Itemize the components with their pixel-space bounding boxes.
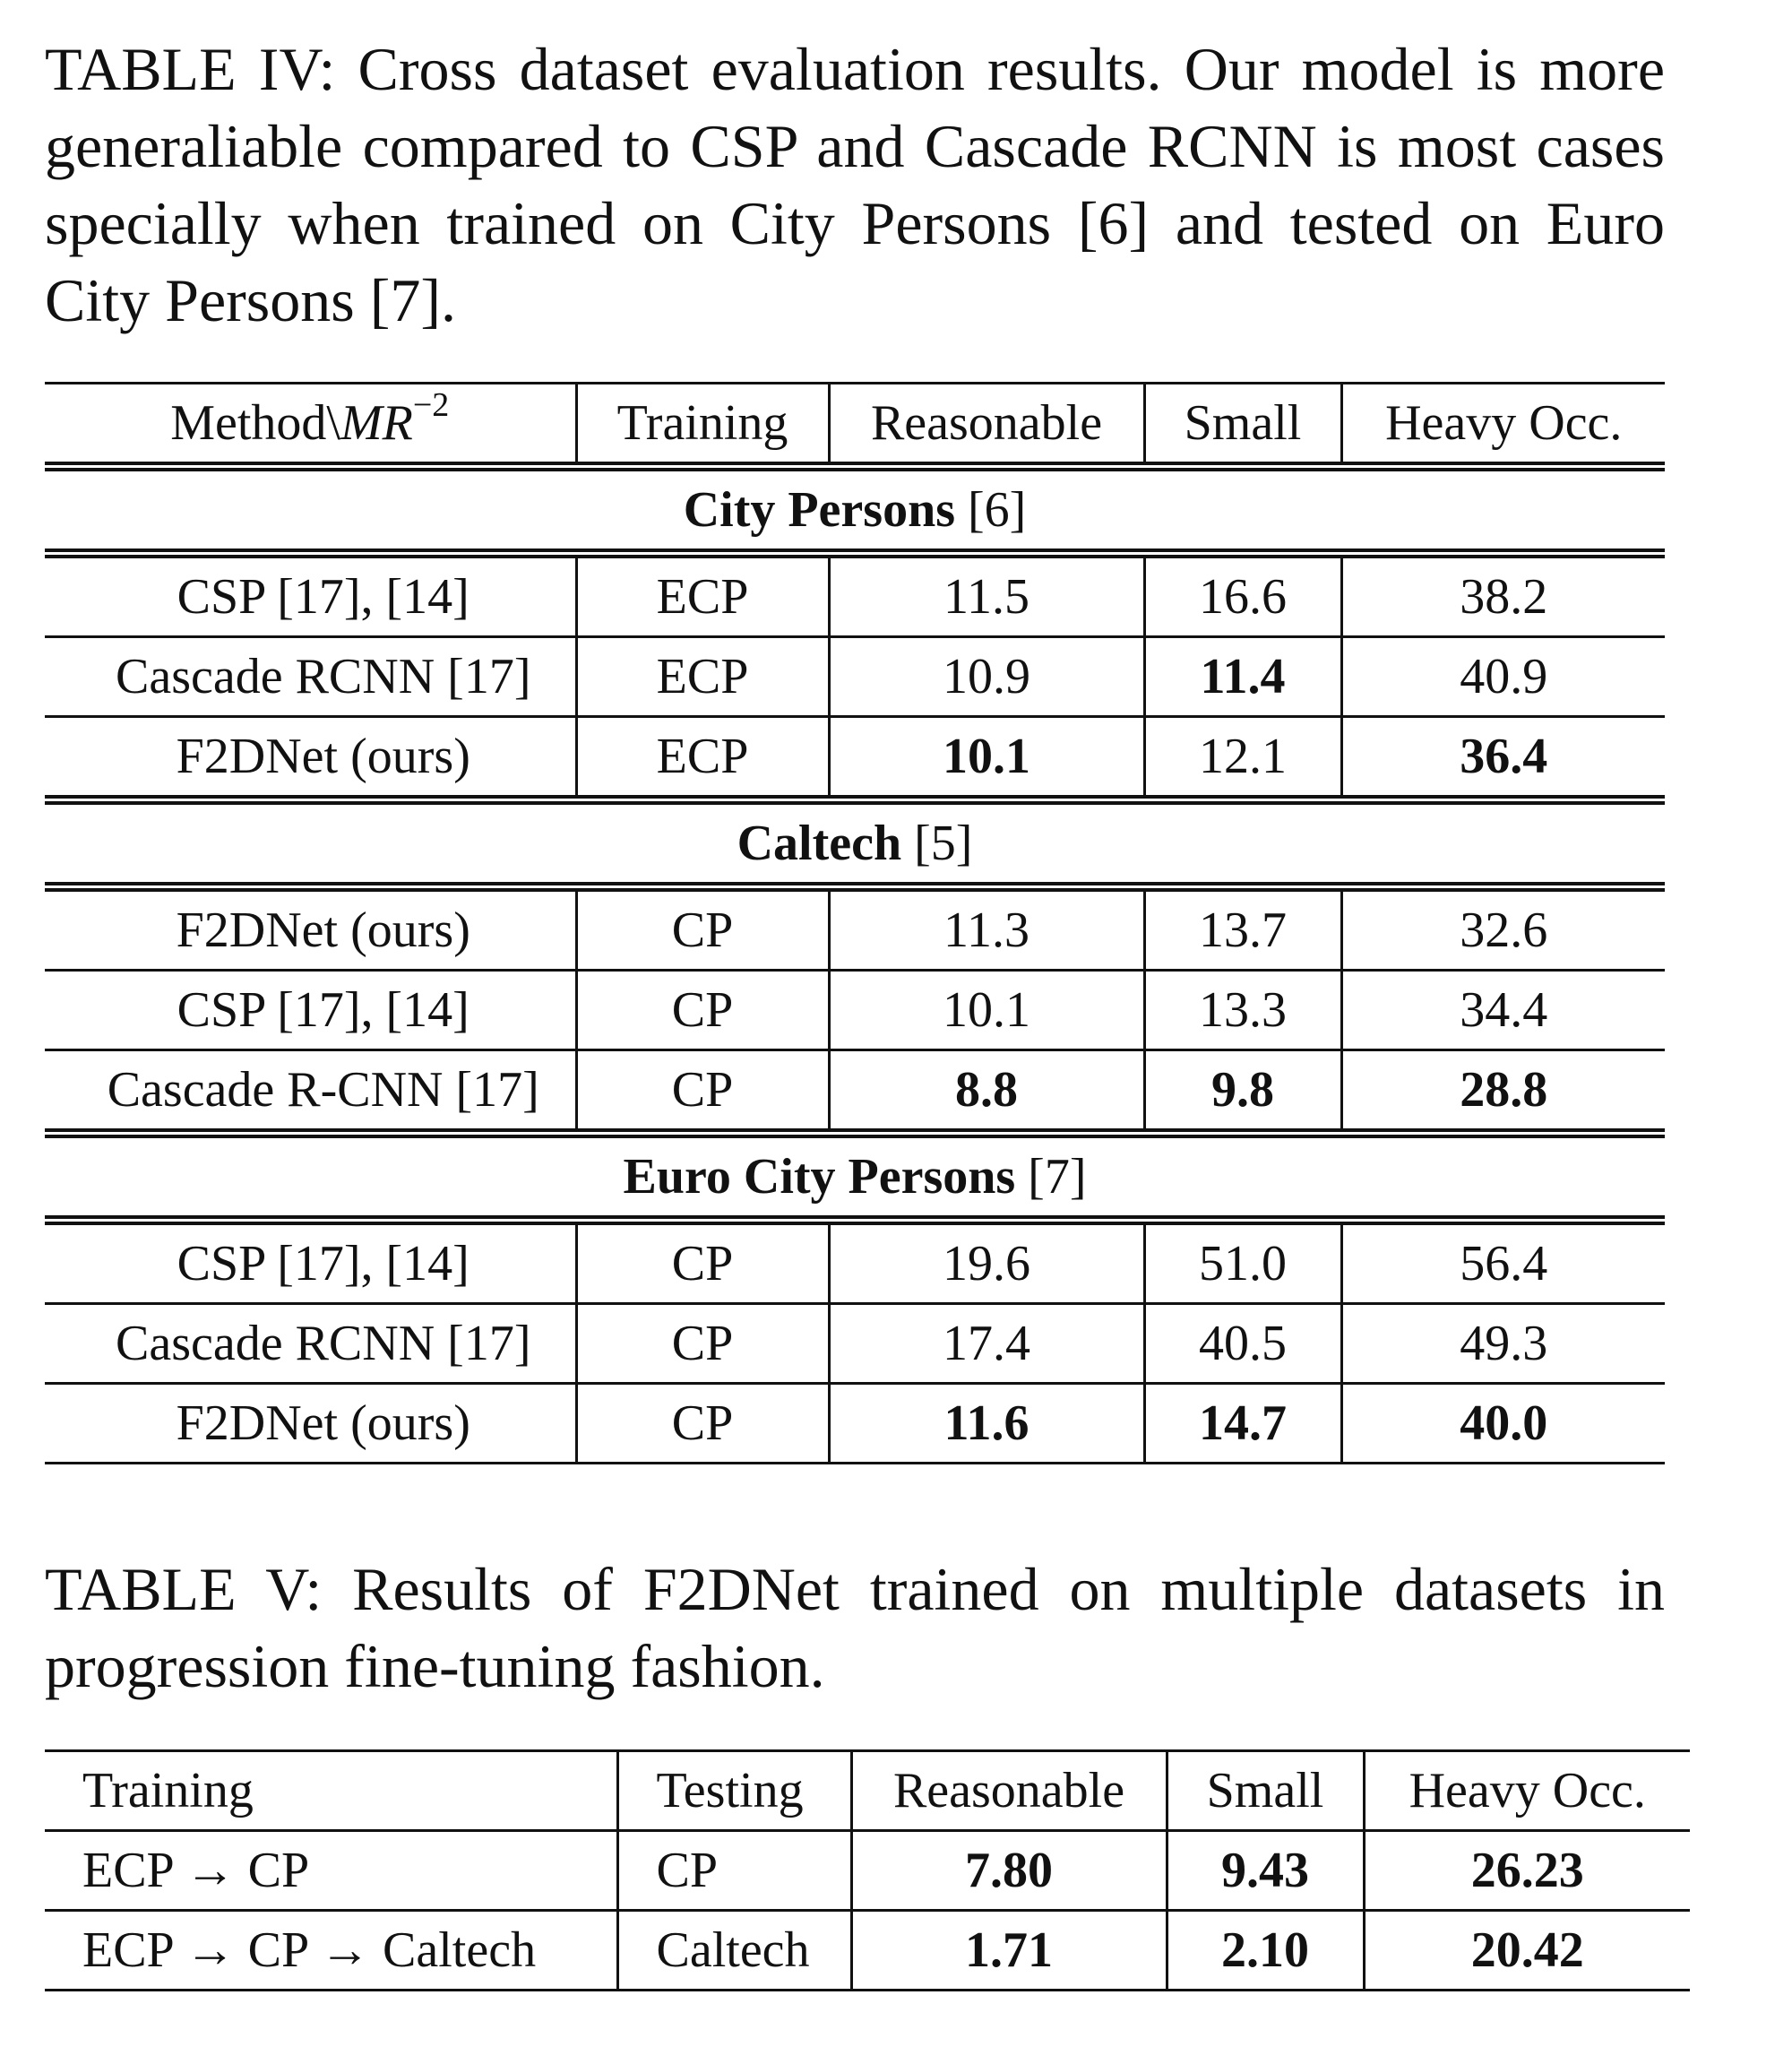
table-row xyxy=(45,971,1665,1050)
t5-cell-testing: Caltech xyxy=(617,1911,851,1991)
cell-method: F2DNet (ours) xyxy=(45,1384,576,1464)
section-header-row xyxy=(45,467,1665,554)
cell-training: ECP xyxy=(576,637,829,717)
table-row xyxy=(45,887,1665,971)
cell-training: CP xyxy=(576,1050,829,1134)
cell-small: 51.0 xyxy=(1144,1221,1341,1304)
t5-cell-small: 2.10 xyxy=(1167,1911,1364,1991)
cell-small: 14.7 xyxy=(1144,1384,1341,1464)
t5-header-small: Small xyxy=(1167,1751,1364,1831)
table-row xyxy=(45,637,1665,717)
table-row xyxy=(45,717,1665,800)
cell-method: CSP [17], [14] xyxy=(45,971,576,1050)
cell-method: Cascade RCNN [17] xyxy=(45,1304,576,1384)
table-row xyxy=(45,554,1665,637)
cell-small: 9.8 xyxy=(1144,1050,1341,1134)
section-header-row xyxy=(45,800,1665,887)
cell-reasonable: 11.5 xyxy=(829,554,1144,637)
table5 xyxy=(45,1749,1690,1991)
table-row xyxy=(45,1911,1690,1991)
cell-training: CP xyxy=(576,887,829,971)
t5-cell-heavy: 26.23 xyxy=(1470,1843,1584,1898)
section-title-ref: [5] xyxy=(901,816,973,871)
t5-header-reasonable: Reasonable xyxy=(851,1751,1167,1831)
header-small: Small xyxy=(1144,384,1341,467)
t5-cell-reasonable: 7.80 xyxy=(851,1831,1167,1911)
cell-heavy: 38.2 xyxy=(1341,554,1665,637)
table-row xyxy=(45,1221,1665,1304)
cell-training: CP xyxy=(576,1304,829,1384)
cell-training: ECP xyxy=(576,717,829,800)
cell-method: Cascade RCNN [17] xyxy=(45,637,576,717)
cell-small: 13.3 xyxy=(1144,971,1341,1050)
header-metric: MR xyxy=(340,395,413,451)
t5-cell-training: ECP → CP → Caltech xyxy=(45,1911,617,1991)
cell-method: CSP [17], [14] xyxy=(45,554,576,637)
table-row xyxy=(45,1050,1665,1134)
cell-reasonable: 19.6 xyxy=(829,1221,1144,1304)
t5-cell-heavy: 20.42 xyxy=(1470,1922,1584,1978)
cell-heavy: 32.6 xyxy=(1341,887,1665,971)
cell-heavy: 36.4 xyxy=(1341,717,1665,800)
cell-small: 11.4 xyxy=(1144,637,1341,717)
table-row xyxy=(45,1384,1665,1464)
t5-cell-training: ECP → CP xyxy=(45,1831,617,1911)
cell-small: 40.5 xyxy=(1144,1304,1341,1384)
table4-header-row xyxy=(45,384,1665,467)
cell-training: CP xyxy=(576,971,829,1050)
section-title-name: Euro City Persons xyxy=(623,1149,1016,1205)
cell-heavy: 40.0 xyxy=(1341,1384,1665,1464)
cell-reasonable: 10.9 xyxy=(829,637,1144,717)
table-row xyxy=(45,1831,1690,1911)
header-heavy: Heavy Occ. xyxy=(1341,384,1665,467)
cell-reasonable: 17.4 xyxy=(829,1304,1144,1384)
section-title xyxy=(45,467,1665,554)
cell-small: 13.7 xyxy=(1144,887,1341,971)
cell-reasonable: 11.3 xyxy=(829,887,1144,971)
cell-heavy: 49.3 xyxy=(1341,1304,1665,1384)
cell-reasonable: 11.6 xyxy=(829,1384,1144,1464)
cell-small: 16.6 xyxy=(1144,554,1341,637)
cell-method: CSP [17], [14] xyxy=(45,1221,576,1304)
table5-caption: TABLE V: Results of F2DNet trained on multiple datasets in progression fine-tuning fashion. xyxy=(45,1555,1665,1700)
table4-body xyxy=(45,467,1665,1464)
cell-heavy: 40.9 xyxy=(1341,637,1665,717)
section-title-ref: [7] xyxy=(1015,1149,1087,1205)
cell-small: 12.1 xyxy=(1144,717,1341,800)
table4 xyxy=(45,382,1665,1464)
cell-method: F2DNet (ours) xyxy=(45,887,576,971)
t5-header-training: Training xyxy=(45,1751,617,1831)
cell-heavy: 56.4 xyxy=(1341,1221,1665,1304)
cell-reasonable: 10.1 xyxy=(829,971,1144,1050)
cell-heavy: 28.8 xyxy=(1341,1050,1665,1134)
cell-reasonable: 8.8 xyxy=(829,1050,1144,1134)
cell-training: CP xyxy=(576,1384,829,1464)
cell-method: Cascade R-CNN [17] xyxy=(45,1050,576,1134)
cell-method: F2DNet (ours) xyxy=(45,717,576,800)
header-method-text: Method\ xyxy=(170,395,340,451)
cell-training: ECP xyxy=(576,554,829,637)
cell-training: CP xyxy=(576,1221,829,1304)
section-title-ref: [6] xyxy=(955,482,1027,538)
section-header-row xyxy=(45,1134,1665,1221)
t5-header-heavy: Heavy Occ. xyxy=(1409,1763,1646,1818)
header-training: Training xyxy=(576,384,829,467)
header-metric-sup: −2 xyxy=(412,386,450,424)
t5-header-testing: Testing xyxy=(617,1751,851,1831)
header-method xyxy=(45,384,576,467)
section-title-name: City Persons xyxy=(683,482,955,538)
header-reasonable: Reasonable xyxy=(829,384,1144,467)
cell-reasonable: 10.1 xyxy=(829,717,1144,800)
section-title-name: Caltech xyxy=(737,816,902,871)
table4-caption: TABLE IV: Cross dataset evaluation results. Our model is more generaliable compared to CSP and Cascade RCNN is most cases specially when trained on City Persons [6] and tested on Euro City Persons [7]. xyxy=(45,35,1665,334)
t5-cell-testing: CP xyxy=(617,1831,851,1911)
t5-cell-small: 9.43 xyxy=(1167,1831,1364,1911)
section-title xyxy=(45,1134,1665,1221)
cell-heavy: 34.4 xyxy=(1341,971,1665,1050)
section-title xyxy=(45,800,1665,887)
table-row xyxy=(45,1304,1665,1384)
table5-header-row xyxy=(45,1751,1690,1831)
t5-cell-reasonable: 1.71 xyxy=(851,1911,1167,1991)
